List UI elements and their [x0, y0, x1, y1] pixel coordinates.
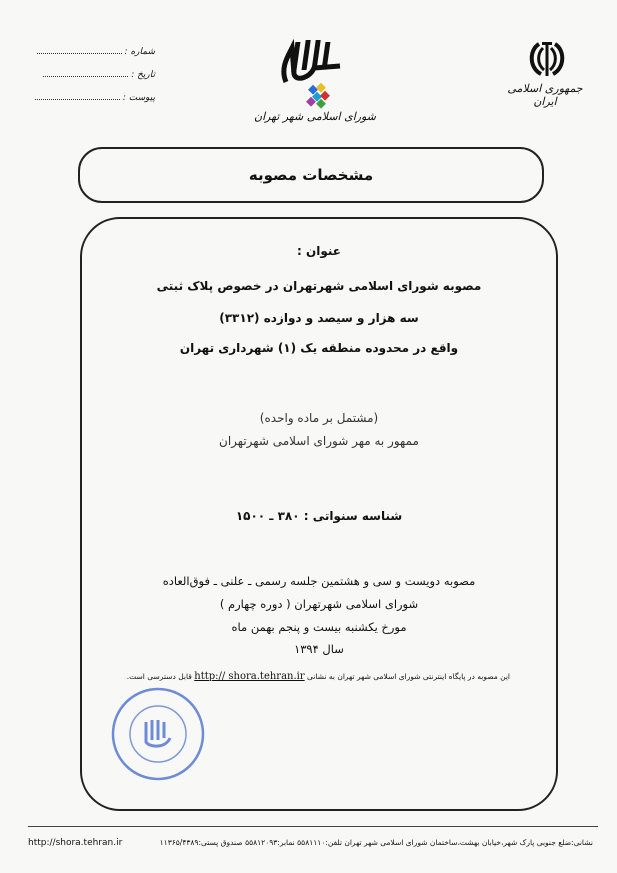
- session-line-3: مورخ یکشنبه بیست و پنجم بهمن ماه: [231, 620, 407, 634]
- contains-note: (مشتمل بر ماده واحده): [259, 411, 379, 425]
- attachment-label: پیوست :: [122, 93, 155, 103]
- web-note-before: این مصوبه در پایگاه اینترنتی شورای اسلامی شهر تهران به نشانی: [307, 672, 510, 681]
- tehran-council-logo-icon: [280, 38, 350, 110]
- annual-id: شناسه سنواتی : ۳۸۰ ـ ۱۵۰۰: [235, 509, 403, 523]
- council-stamp-icon: [110, 686, 206, 782]
- number-label: شماره :: [124, 47, 155, 57]
- subject-line-2: سه هزار و سیصد و دوازده (۳۳۱۲): [219, 311, 419, 325]
- council-logo-caption: شورای اسلامی شهر تهران: [254, 110, 376, 123]
- number-field[interactable]: [30, 47, 155, 57]
- subject-line-3: واقع در محدوده منطقه یک (۱) شهرداری تهران: [179, 341, 459, 355]
- website-link[interactable]: http:// shora.tehran.ir: [194, 671, 305, 682]
- website-note: [110, 671, 510, 682]
- iran-emblem-icon: [525, 38, 569, 80]
- title-box: مشخصات مصوبه: [78, 147, 544, 203]
- subject-line-1: مصوبه شورای اسلامی شهرتهران در خصوص پلاک ثبتی: [156, 279, 482, 293]
- footer-divider: [28, 826, 598, 827]
- sealed-note: ممهور به مهر شورای اسلامی شهرتهران: [219, 434, 419, 448]
- session-line-4: سال ۱۳۹۴: [294, 642, 344, 656]
- footer: [28, 838, 593, 848]
- footer-website-link[interactable]: http://shora.tehran.ir: [28, 838, 123, 848]
- footer-address: نشانی:ضلع جنوبی پارک شهر،خیابان بهشت،ساختمان شورای اسلامی شهر تهران تلفن:۵۵۸۱۱۱۰ نمابر:۵۵۸۱۲۰۹۳ صندوق پستی:۱۱۳۶۵/۴۳۸۹: [159, 838, 593, 847]
- web-note-after: قابل دسترسی است.: [126, 672, 192, 681]
- attachment-field[interactable]: [30, 93, 155, 103]
- date-label: تاریخ :: [131, 70, 155, 80]
- session-line-1: مصوبه دویست و سی و هشتمین جلسه رسمی ـ علنی ـ فوق‌العاده: [162, 574, 476, 588]
- emblem-caption: جمهوری اسلامی ایران: [507, 82, 583, 108]
- session-line-2: شورای اسلامی شهرتهران ( دوره چهارم ): [219, 597, 419, 611]
- date-field[interactable]: [30, 70, 155, 80]
- subject-label: عنوان :: [297, 244, 341, 258]
